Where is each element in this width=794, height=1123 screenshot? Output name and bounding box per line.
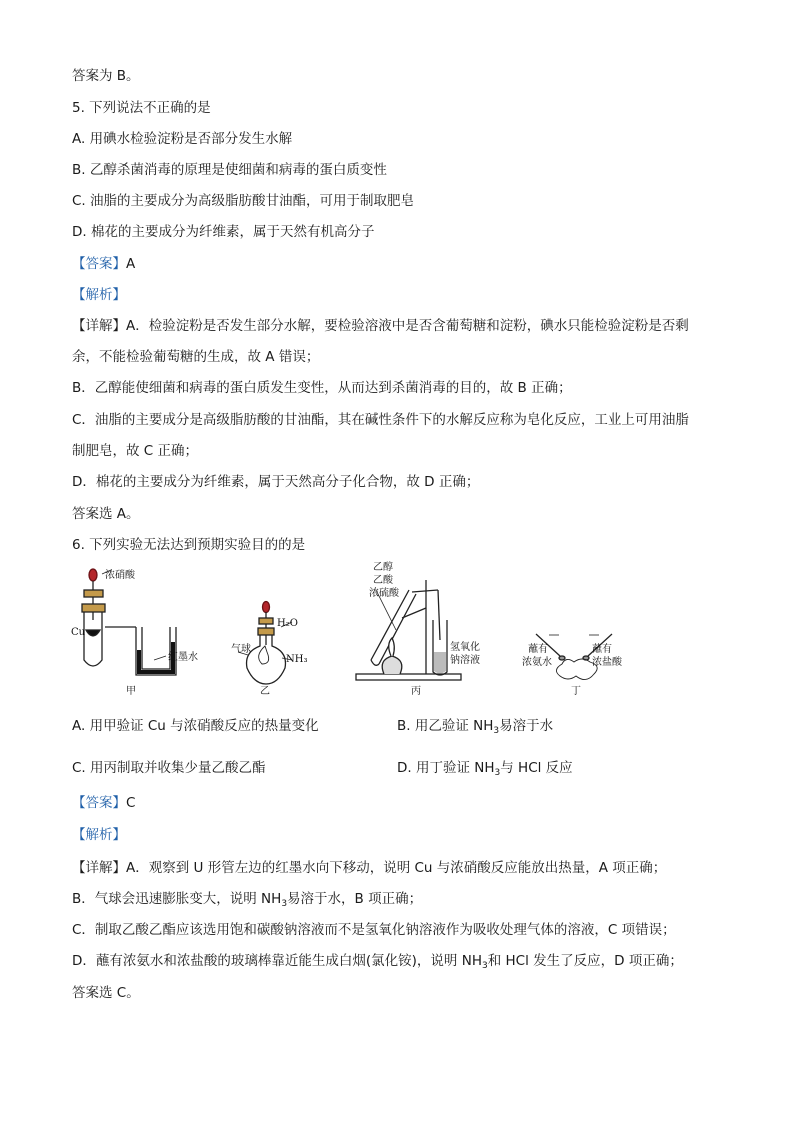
label-hydrochloric: 浓盐酸: [592, 657, 622, 668]
answer-tag: 【答案】: [72, 256, 126, 272]
label-balloon: 气球: [231, 644, 251, 655]
q6-option-b-text: 易溶于水: [499, 718, 554, 734]
subscript: 3: [281, 899, 288, 909]
subscript: 3: [494, 768, 501, 778]
label-nh3: NH₃: [286, 654, 308, 665]
label-ammonia: 浓氨水: [522, 657, 552, 668]
q6-detail-line: [72, 889, 422, 914]
q5-stem: 5. 下列说法不正确的是: [72, 100, 211, 116]
caption-jia: 甲: [126, 686, 136, 697]
apparatus-figure: [66, 560, 666, 700]
q6-option-c: C. 用丙制取并收集少量乙酸乙酯: [72, 760, 266, 776]
label-red-ink: 红墨水: [168, 652, 198, 663]
q5-option-a: A. 用碘水检验淀粉是否部分发生水解: [72, 131, 293, 147]
caption-ding: 丁: [571, 686, 581, 697]
label-naoh-solution: 氢氧化: [450, 642, 480, 653]
q5-analysis-tag: 【解析】: [72, 287, 126, 303]
q6-answer: [72, 793, 135, 813]
label-ammonia: 蘸有: [528, 644, 548, 655]
previous-answer: 答案为 B。: [72, 68, 140, 84]
subscript: 3: [493, 726, 500, 736]
caption-bing: 丙: [411, 686, 421, 697]
apparatus-yi: [238, 602, 292, 685]
detail-text: 和 HCl 发生了反应，D 项正确；: [487, 953, 683, 969]
detail-text: D．蘸有浓氨水和浓盐酸的玻璃棒靠近能生成白烟(氯化铵)，说明 NH: [72, 953, 482, 969]
apparatus-jia: [82, 569, 176, 675]
q5-detail-line: 【详解】A．检验淀粉是否发生部分水解，要检验溶液中是否含葡萄糖和淀粉，碘水只能检验淀粉是否剩: [72, 318, 689, 334]
q6-option-d-text: 与 HCl 反应: [500, 760, 573, 776]
q5-detail-line: 余，不能检验葡萄糖的生成，故 A 错误；: [72, 349, 320, 365]
q6-option-a: A. 用甲验证 Cu 与浓硝酸反应的热量变化: [72, 718, 319, 734]
q6-analysis-tag: 【解析】: [72, 827, 126, 843]
label-cu: Cu: [71, 627, 86, 638]
q5-detail-line: D．棉花的主要成分为纤维素，属于天然高分子化合物，故 D 正确；: [72, 474, 480, 490]
q5-option-b: B. 乙醇杀菌消毒的原理是使细菌和病毒的蛋白质变性: [72, 162, 387, 178]
q6-option-d-text: D. 用丁验证 NH: [397, 760, 495, 776]
q5-detail-line: C．油脂的主要成分是高级脂肪酸的甘油酯，其在碱性条件下的水解反应称为皂化反应，工业上可用油脂: [72, 412, 689, 428]
label-ethanol: 乙醇: [373, 562, 393, 573]
caption-yi: 乙: [260, 686, 270, 697]
q5-answer: [72, 254, 135, 274]
label-hydrochloric: 蘸有: [592, 644, 612, 655]
answer-tag: 【答案】: [72, 795, 126, 811]
label-concentrated-nitric-acid: 浓硝酸: [105, 570, 135, 581]
q6-answer-value: C: [126, 795, 136, 811]
label-sulfuric-acid: 浓硫酸: [369, 588, 399, 599]
q5-answer-value: A: [126, 256, 136, 272]
subscript: 3: [481, 961, 488, 971]
q5-option-d: D. 棉花的主要成分为纤维素，属于天然有机高分子: [72, 224, 375, 240]
label-naoh-solution: 钠溶液: [450, 655, 480, 666]
detail-text: B．气球会迅速膨胀变大，说明 NH: [72, 891, 282, 907]
q5-detail-line: B．乙醇能使细菌和病毒的蛋白质发生变性，从而达到杀菌消毒的目的，故 B 正确；: [72, 380, 572, 396]
q6-option-b-text: B. 用乙验证 NH: [397, 718, 494, 734]
q6-option-b: [397, 716, 553, 741]
detail-text: 易溶于水，B 项正确；: [287, 891, 423, 907]
q6-option-d: [397, 758, 573, 783]
q6-conclusion: 答案选 C。: [72, 985, 140, 1001]
q6-detail-line: C．制取乙酸乙酯应该选用饱和碳酸钠溶液而不是氢氧化钠溶液作为吸收处理气体的溶液，C 项错误；: [72, 922, 676, 938]
q5-conclusion: 答案选 A。: [72, 506, 140, 522]
q6-detail-line: [72, 951, 683, 976]
q5-detail-line: 制肥皂，故 C 正确；: [72, 443, 199, 459]
q5-option-c: C. 油脂的主要成分为高级脂肪酸甘油酯，可用于制取肥皂: [72, 193, 415, 209]
q6-stem: 6. 下列实验无法达到预期实验目的的是: [72, 537, 306, 553]
label-acetic-acid: 乙酸: [373, 575, 393, 586]
label-water: H₂O: [277, 618, 298, 629]
q6-detail-line: 【详解】A．观察到 U 形管左边的红墨水向下移动，说明 Cu 与浓硝酸反应能放出热量，A 项正确；: [72, 860, 667, 876]
